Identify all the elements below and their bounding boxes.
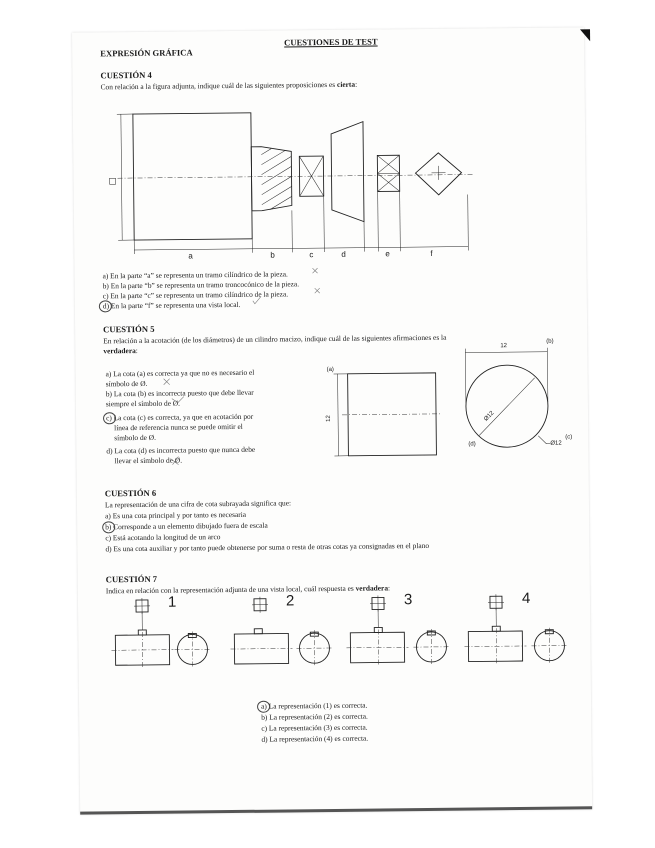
q4-option-d[interactable]: d) En la parte “f” se representa una vista local. <box>102 299 241 311</box>
q7-figure-4 <box>464 589 568 665</box>
cross-mark-icon <box>315 288 320 293</box>
q5-label-b: (b) <box>546 338 554 345</box>
q7-option-c[interactable]: c) La representación (3) es correcta. <box>261 722 368 733</box>
q5-label-d: (d) <box>468 441 476 448</box>
pencil-marks <box>72 27 589 492</box>
q5-label-c: (c) <box>565 434 573 441</box>
q5-option-d-line1[interactable]: d) La cota (d) es incorrecta puesto que nunca debe <box>106 444 256 456</box>
cross-mark-icon <box>170 457 178 465</box>
q7-prompt-text: Indica en relación con la representación adjunta de una vista local, cuál respuesta es <box>105 583 356 596</box>
cross-mark-icon <box>312 268 317 273</box>
dim-label-a: a <box>188 251 193 261</box>
q7-figure-1 <box>111 593 211 668</box>
q4-option-b[interactable]: b) En la parte “b” se representa un tramo troncocónico de la pieza. <box>102 279 300 291</box>
cross-mark-icon <box>164 379 170 385</box>
q7-option-d[interactable]: d) La representación (4) es correcta. <box>261 733 369 744</box>
dim-label-f: f <box>430 248 433 258</box>
q5-option-b-line1[interactable]: b) La cota (b) es incorrecta puesto que debe llevar <box>105 387 254 399</box>
q7-answer-circle <box>257 701 270 713</box>
q7-option-a[interactable]: a) La representación (1) es correcta. <box>261 700 368 711</box>
q4-prompt-end: : <box>355 79 358 89</box>
q5-option-c-line3: símbolo de Ø. <box>114 432 156 443</box>
q5-dim-dia12-leader: Ø12 <box>550 440 562 447</box>
q5-option-a-line2: símbolo de Ø. <box>105 378 148 389</box>
q5-dim-12-side: 12 <box>325 415 332 422</box>
q6-option-a[interactable]: a) Es una cota principal y por tanto es necesaria <box>105 509 247 521</box>
q5-prompt-bold: verdadera <box>103 346 136 356</box>
q5-option-a-line1[interactable]: a) La cota (a) es correcta ya que no es necesario el <box>105 367 255 379</box>
q7-figure-3-number: 3 <box>403 591 413 609</box>
q5-dim-dia12-inner: Ø12 <box>483 410 496 423</box>
cross-mark-icon <box>172 397 184 403</box>
q4-title: CUESTIÓN 4 <box>100 69 152 81</box>
check-mark-icon <box>253 297 261 304</box>
q6-option-b[interactable]: b) Corresponde a un elemento dibujado fuera de escala <box>105 520 268 532</box>
q7-figure-2 <box>230 592 333 667</box>
dim-label-c: c <box>309 250 314 260</box>
section-title: CUESTIONES DE TEST <box>284 36 378 48</box>
q5-prompt-line1: En relación a la acotación (de los diámetros) de un cilindro macizo, indique cuál de las siguientes afirmaciones es la <box>103 332 447 346</box>
q5-option-c-line1[interactable]: c) La cota (c) es correcta, ya que en acotación por <box>106 411 254 423</box>
q4-prompt-bold: cierta <box>336 79 356 89</box>
q7-prompt-end: : <box>387 583 391 593</box>
q4-option-a[interactable]: a) En la parte “a” se representa un tramo cilíndrico de la pieza. <box>102 269 288 281</box>
q6-option-d[interactable]: d) Es una cota auxiliar y por tanto puede obtenerse por suma o resta de otras cotas ya consignadas en el plano <box>105 540 430 554</box>
dim-label-b: b <box>270 250 275 260</box>
q5-title: CUESTIÓN 5 <box>103 323 155 335</box>
q6-option-c[interactable]: c) Está acotando la longitud de un arco <box>105 532 221 543</box>
q5-label-a: (a) <box>326 366 334 374</box>
dim-label-e: e <box>385 249 390 259</box>
q5-option-b-line2: siempre el símbolo de Ø. <box>105 398 181 409</box>
q4-prompt-text: Con relación a la figura adjunta, indique cuál de las siguientes proposiciones es <box>100 79 338 92</box>
q7-figure-1-number: 1 <box>167 593 177 611</box>
q5-prompt-end: : <box>135 346 138 356</box>
q7-option-b[interactable]: b) La representación (2) es correcta. <box>261 711 368 722</box>
q7-figure-4-number: 4 <box>521 589 531 607</box>
exam-sheet <box>72 27 592 814</box>
q4-option-c[interactable]: c) En la parte “c” se representa un tramo cilíndrico de la pieza. <box>102 289 289 301</box>
q5-option-d-line2: llevar el símbolo de Ø. <box>114 455 183 466</box>
q7-title: CUESTIÓN 7 <box>105 573 158 585</box>
q7-figure-3 <box>346 591 450 666</box>
q5-option-c-line2: línea de referencia nunca se puede omitir el <box>114 421 243 433</box>
q7-figure-2-number: 2 <box>285 592 295 610</box>
q6-prompt: La representación de una cifra de cota subrayada significa que: <box>104 498 292 510</box>
course-title: EXPRESIÓN GRÁFICA <box>100 47 193 59</box>
page-bottom-edge <box>80 806 592 814</box>
dim-label-d: d <box>341 249 346 259</box>
q6-title: CUESTIÓN 6 <box>104 487 157 499</box>
q7-prompt-bold: verdadera <box>355 583 389 593</box>
q5-dim-12-top: 12 <box>500 343 508 350</box>
